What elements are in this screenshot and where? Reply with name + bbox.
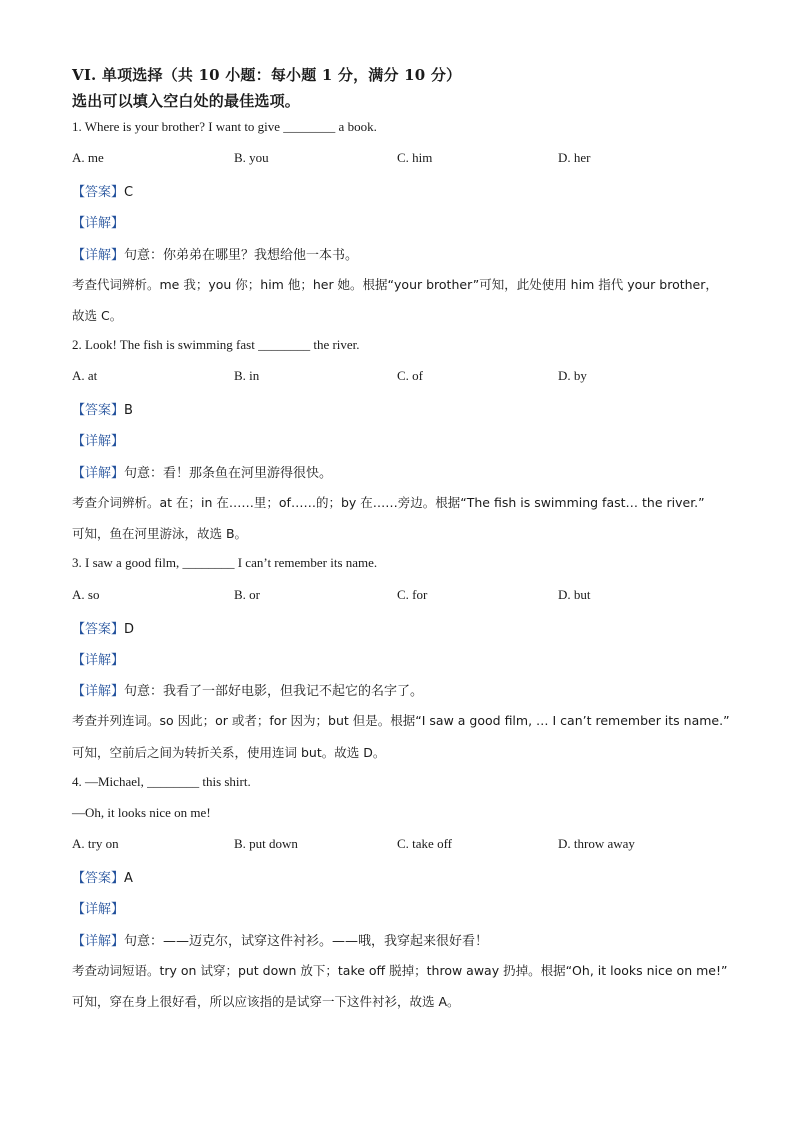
option-b: B. you <box>234 150 269 165</box>
analysis-line: 考查介词辨析。at 在；in 在……里；of……的；by 在……旁边。根据“The fish is swimming fast… the river.” <box>72 495 705 510</box>
option-c: C. take off <box>397 836 452 851</box>
answer-label: 【答案】 <box>72 185 125 200</box>
answer-label: 【答案】 <box>72 403 125 418</box>
analysis-line: 可知，空前后之间为转折关系，使用连词 but。故选 D。 <box>72 745 386 760</box>
question-stem: 3. I saw a good film, ________ I can’t remember its name. <box>72 555 378 570</box>
detail-label: 【详解】 <box>72 466 125 481</box>
question-stem: 4. —Michael, ________ this shirt. <box>72 774 251 789</box>
detail-heading: 【详解】 <box>72 653 125 668</box>
option-b: B. in <box>234 368 260 383</box>
meaning-line <box>72 462 332 481</box>
analysis-line: 考查并列连词。so 因此；or 或者；for 因为；but 但是。根据“I saw a good film, … I can’t remember its name.” <box>72 713 730 728</box>
option-a: A. so <box>72 587 100 602</box>
detail-label: 【详解】 <box>72 248 125 263</box>
detail-heading: 【详解】 <box>72 434 125 449</box>
answer-value: C <box>124 185 134 200</box>
analysis-line: 可知，穿在身上很好看，所以应该指的是试穿一下这件衬衫，故选 A。 <box>72 994 460 1009</box>
meaning-line <box>72 244 358 263</box>
meaning-text: 句意：我看了一部好电影，但我记不起它的名字了。 <box>124 684 424 699</box>
option-c: C. him <box>397 150 433 165</box>
option-a: A. at <box>72 368 98 383</box>
analysis-line: 考查代词辨析。me 我；you 你；him 他；her 她。根据“your brother”可知，此处使用 him 指代 your brother， <box>72 277 718 292</box>
answer-value: D <box>124 622 135 637</box>
detail-heading: 【详解】 <box>72 902 125 917</box>
answer-value: A <box>124 871 133 886</box>
analysis-line: 考查动词短语。try on 试穿；put down 放下；take off 脱掉；throw away 扔掉。根据“Oh, it looks nice on me!” <box>72 963 728 978</box>
meaning-text: 句意：看！那条鱼在河里游得很快。 <box>124 466 333 481</box>
meaning-text: 句意：——迈克尔，试穿这件衬衫。——哦，我穿起来很好看！ <box>124 934 489 949</box>
answer-label: 【答案】 <box>72 622 125 637</box>
section-instruction: 选出可以填入空白处的最佳选项。 <box>72 92 301 110</box>
meaning-line <box>72 680 423 699</box>
analysis-line: 可知，鱼在河里游泳，故选 B。 <box>72 526 248 541</box>
option-c: C. of <box>397 368 423 383</box>
option-a: A. try on <box>72 836 119 851</box>
meaning-line <box>72 930 488 949</box>
answer-line <box>72 181 133 200</box>
option-d: D. throw away <box>558 836 635 851</box>
answer-value: B <box>124 403 133 418</box>
question-stem: 1. Where is your brother? I want to give ________ a book. <box>72 119 377 134</box>
option-b: B. or <box>234 587 260 602</box>
answer-label: 【答案】 <box>72 871 125 886</box>
analysis-line: 故选 C。 <box>72 308 123 323</box>
question-stem: 2. Look! The fish is swimming fast ________ the river. <box>72 337 360 352</box>
answer-line <box>72 618 134 637</box>
option-d: D. by <box>558 368 587 383</box>
detail-label: 【详解】 <box>72 934 125 949</box>
question-stem-reply: —Oh, it looks nice on me! <box>72 805 211 820</box>
section-title: VI. 单项选择（共 10 小题：每小题 1 分，满分 10 分） <box>72 66 462 84</box>
option-d: D. but <box>558 587 591 602</box>
answer-line <box>72 867 133 886</box>
detail-heading: 【详解】 <box>72 216 125 231</box>
option-d: D. her <box>558 150 591 165</box>
option-c: C. for <box>397 587 428 602</box>
option-a: A. me <box>72 150 104 165</box>
detail-label: 【详解】 <box>72 684 125 699</box>
answer-line <box>72 399 133 418</box>
option-b: B. put down <box>234 836 298 851</box>
meaning-text: 句意：你弟弟在哪里？我想给他一本书。 <box>124 248 359 263</box>
